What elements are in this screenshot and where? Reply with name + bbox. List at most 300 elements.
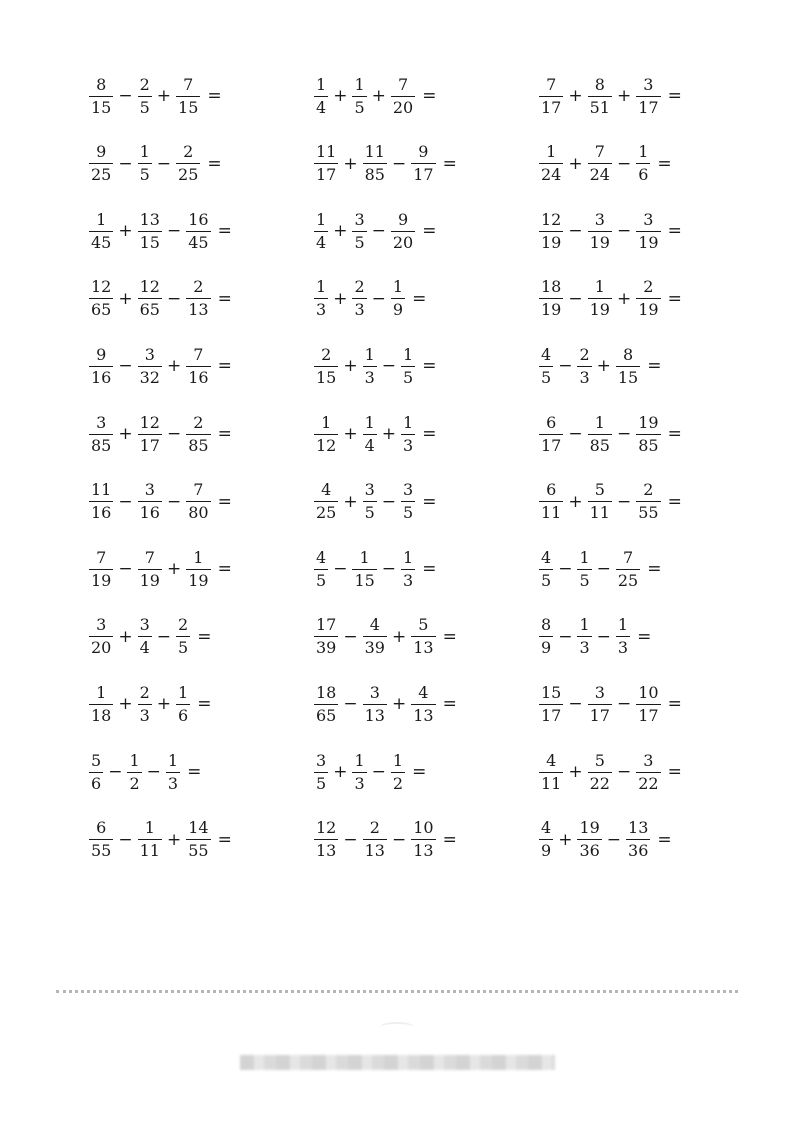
fraction-problem xyxy=(88,140,222,188)
denominator: 16 xyxy=(91,503,112,523)
operator: − xyxy=(146,762,161,782)
operator: + xyxy=(343,356,358,377)
fraction xyxy=(88,682,114,725)
equals-sign: = xyxy=(667,762,682,782)
numerator: 3 xyxy=(369,682,380,702)
operator: + xyxy=(118,694,133,715)
numerator: 2 xyxy=(579,344,590,364)
numerator: 3 xyxy=(354,209,365,229)
numerator: 2 xyxy=(321,344,332,364)
numerator: 1 xyxy=(546,142,557,162)
operator: − xyxy=(616,694,632,715)
fraction xyxy=(88,279,114,318)
denominator: 13 xyxy=(316,841,337,861)
fraction xyxy=(137,74,153,117)
operator: − xyxy=(596,559,611,580)
fraction xyxy=(576,547,592,590)
denominator: 9 xyxy=(392,300,404,320)
fraction xyxy=(400,482,416,521)
fraction-problem xyxy=(538,410,682,458)
numerator: 15 xyxy=(541,682,562,702)
numerator: 1 xyxy=(354,74,365,94)
denominator: 11 xyxy=(541,773,562,793)
numerator: 7 xyxy=(546,74,557,94)
denominator: 19 xyxy=(188,570,209,590)
numerator: 9 xyxy=(418,142,429,162)
fraction xyxy=(185,547,211,590)
fraction xyxy=(587,144,613,183)
fraction-problem xyxy=(538,342,661,390)
denominator: 19 xyxy=(139,570,160,590)
operator: + xyxy=(616,86,632,106)
denominator: 3 xyxy=(617,638,629,658)
operator: − xyxy=(343,694,358,715)
operator: + xyxy=(371,86,386,106)
equals-sign: = xyxy=(217,424,232,444)
fraction xyxy=(351,74,367,117)
numerator: 9 xyxy=(397,209,409,229)
equals-sign: = xyxy=(217,356,232,377)
numerator: 1 xyxy=(579,615,590,635)
fraction xyxy=(538,682,564,725)
denominator: 36 xyxy=(628,841,649,861)
fraction xyxy=(576,344,592,387)
numerator: 4 xyxy=(541,818,552,838)
fraction-problem xyxy=(88,342,232,390)
denominator: 3 xyxy=(316,300,327,320)
fraction xyxy=(88,820,114,859)
fraction-problem xyxy=(313,478,436,526)
operator: − xyxy=(371,762,386,782)
denominator: 2 xyxy=(392,773,404,793)
denominator: 13 xyxy=(364,705,385,725)
numerator: 8 xyxy=(96,74,107,94)
denominator: 65 xyxy=(91,300,112,320)
fraction xyxy=(635,279,661,318)
fraction xyxy=(88,547,114,590)
denominator: 5 xyxy=(403,367,414,387)
denominator: 19 xyxy=(589,232,610,252)
denominator: 9 xyxy=(541,638,552,658)
equals-sign: = xyxy=(667,221,682,242)
numerator: 4 xyxy=(541,547,552,567)
operator: − xyxy=(118,559,133,580)
denominator: 6 xyxy=(638,165,649,185)
operator: − xyxy=(616,491,632,512)
operator: − xyxy=(108,762,123,782)
fraction-problem xyxy=(538,816,672,864)
denominator: 36 xyxy=(579,841,600,861)
fraction xyxy=(587,482,613,521)
numerator: 12 xyxy=(139,412,160,432)
operator: − xyxy=(118,356,133,377)
fraction xyxy=(587,74,613,117)
fraction-problem xyxy=(313,140,457,188)
operator: + xyxy=(166,829,182,850)
numerator: 1 xyxy=(193,547,204,567)
operator: + xyxy=(166,559,182,580)
fraction-problem xyxy=(313,342,436,390)
equals-sign: = xyxy=(217,288,232,309)
operator: − xyxy=(343,829,358,850)
denominator: 65 xyxy=(139,300,160,320)
operator: + xyxy=(343,491,358,512)
operator: − xyxy=(391,153,407,174)
fraction xyxy=(88,144,114,183)
numerator: 3 xyxy=(144,480,155,500)
operator: + xyxy=(558,829,573,850)
operator: + xyxy=(381,424,397,444)
operator: + xyxy=(616,288,632,309)
fraction-problem xyxy=(313,680,457,728)
numerator: 9 xyxy=(96,142,107,162)
fraction xyxy=(538,74,564,117)
fraction xyxy=(137,144,153,183)
denominator: 17 xyxy=(139,435,160,455)
denominator: 9 xyxy=(541,841,552,861)
fraction xyxy=(362,344,378,387)
operator: − xyxy=(118,829,133,850)
operator: − xyxy=(156,626,172,647)
fraction-problem xyxy=(88,613,211,661)
fraction xyxy=(137,279,163,318)
denominator: 85 xyxy=(188,435,209,455)
fraction-problem xyxy=(88,545,232,593)
numerator: 9 xyxy=(96,344,107,364)
numerator: 1 xyxy=(316,74,327,94)
denominator: 39 xyxy=(316,638,337,658)
operator: − xyxy=(568,221,583,242)
equals-sign: = xyxy=(657,153,672,174)
denominator: 5 xyxy=(316,570,327,590)
denominator: 45 xyxy=(188,232,209,252)
fraction xyxy=(587,682,613,725)
denominator: 24 xyxy=(589,165,610,185)
denominator: 3 xyxy=(579,638,590,658)
numerator: 1 xyxy=(144,818,155,838)
denominator: 20 xyxy=(392,97,414,117)
operator: − xyxy=(558,356,573,377)
denominator: 17 xyxy=(589,705,610,725)
fraction xyxy=(351,279,367,318)
denominator: 17 xyxy=(541,435,562,455)
denominator: 2 xyxy=(129,773,140,793)
fraction xyxy=(313,820,339,859)
fraction xyxy=(88,750,104,793)
numerator: 14 xyxy=(188,818,209,838)
equals-sign: = xyxy=(667,86,682,106)
fraction-problem xyxy=(313,207,436,255)
numerator: 5 xyxy=(91,750,102,770)
operator: + xyxy=(568,491,583,512)
operator: − xyxy=(166,424,182,444)
operator: − xyxy=(381,559,397,580)
numerator: 7 xyxy=(193,480,204,500)
fraction-problem xyxy=(538,545,661,593)
operator: − xyxy=(391,829,407,850)
fraction xyxy=(362,482,378,521)
operator: + xyxy=(391,694,407,715)
operator: + xyxy=(343,153,358,174)
fraction xyxy=(88,412,114,455)
numerator: 12 xyxy=(541,209,562,229)
numerator: 10 xyxy=(413,818,434,838)
fraction xyxy=(538,547,554,590)
denominator: 11 xyxy=(589,503,610,523)
fraction xyxy=(390,750,406,793)
fraction xyxy=(635,74,661,117)
numerator: 1 xyxy=(594,277,605,297)
equals-sign: = xyxy=(667,491,682,512)
numerator: 3 xyxy=(96,412,107,432)
denominator: 6 xyxy=(178,705,189,725)
denominator: 80 xyxy=(188,503,209,523)
equals-sign: = xyxy=(197,694,212,715)
fraction xyxy=(576,820,602,859)
numerator: 19 xyxy=(579,818,600,838)
fraction xyxy=(88,209,114,252)
numerator: 1 xyxy=(321,412,332,432)
numerator: 19 xyxy=(638,412,659,432)
denominator: 17 xyxy=(638,97,659,117)
denominator: 3 xyxy=(139,705,150,725)
fraction xyxy=(175,617,191,656)
numerator: 7 xyxy=(96,547,107,567)
denominator: 5 xyxy=(139,165,150,185)
denominator: 15 xyxy=(139,232,160,252)
fraction xyxy=(362,144,388,183)
fraction xyxy=(400,344,416,387)
fraction xyxy=(635,682,661,725)
denominator: 15 xyxy=(354,570,375,590)
fraction xyxy=(576,617,592,656)
fraction xyxy=(538,820,554,859)
operator: + xyxy=(118,221,133,242)
fraction-problem xyxy=(88,816,232,864)
equals-sign: = xyxy=(422,356,437,377)
fraction xyxy=(351,750,367,793)
denominator: 18 xyxy=(91,705,112,725)
fraction xyxy=(313,344,339,387)
operator: + xyxy=(118,424,133,444)
numerator: 2 xyxy=(193,412,204,432)
fraction-problem xyxy=(313,545,436,593)
fraction-problem xyxy=(313,275,426,323)
numerator: 6 xyxy=(546,412,557,432)
numerator: 3 xyxy=(139,615,150,635)
numerator: 13 xyxy=(628,818,649,838)
denominator: 15 xyxy=(178,97,199,117)
fraction xyxy=(313,209,329,252)
fraction-problem xyxy=(538,748,682,796)
numerator: 3 xyxy=(643,750,654,770)
fraction xyxy=(587,750,613,793)
denominator: 55 xyxy=(91,841,112,861)
fraction xyxy=(587,279,613,318)
operator: − xyxy=(371,288,386,309)
operator: − xyxy=(568,288,583,309)
denominator: 6 xyxy=(91,773,102,793)
numerator: 5 xyxy=(418,615,429,635)
fraction xyxy=(615,617,631,656)
denominator: 85 xyxy=(589,435,610,455)
denominator: 5 xyxy=(178,638,189,658)
operator: + xyxy=(343,424,358,444)
fraction-problem xyxy=(538,72,682,120)
fraction-problem xyxy=(88,410,232,458)
numerator: 11 xyxy=(364,142,385,162)
fraction xyxy=(185,820,211,859)
numerator: 18 xyxy=(541,277,562,297)
fraction xyxy=(313,144,339,183)
equals-sign: = xyxy=(412,288,427,309)
numerator: 5 xyxy=(594,480,605,500)
denominator: 51 xyxy=(589,97,610,117)
equals-sign: = xyxy=(422,221,437,242)
numerator: 13 xyxy=(139,209,160,229)
operator: − xyxy=(558,559,573,580)
denominator: 55 xyxy=(188,841,209,861)
fraction-problem xyxy=(538,680,682,728)
numerator: 1 xyxy=(167,750,179,770)
fraction-problem xyxy=(538,207,682,255)
numerator: 4 xyxy=(541,344,552,364)
numerator: 11 xyxy=(316,142,337,162)
numerator: 4 xyxy=(316,547,327,567)
equals-sign: = xyxy=(667,694,682,715)
fraction xyxy=(615,344,641,387)
numerator: 3 xyxy=(643,74,654,94)
operator: − xyxy=(118,86,133,106)
denominator: 65 xyxy=(316,705,337,725)
fraction xyxy=(400,547,416,590)
numerator: 7 xyxy=(144,547,155,567)
denominator: 17 xyxy=(316,165,337,185)
numerator: 12 xyxy=(139,277,160,297)
numerator: 1 xyxy=(594,412,605,432)
numerator: 3 xyxy=(96,615,107,635)
operator: + xyxy=(333,288,348,309)
equals-sign: = xyxy=(217,829,232,850)
operator: − xyxy=(343,626,358,647)
denominator: 3 xyxy=(579,367,590,387)
numerator: 2 xyxy=(193,277,204,297)
fraction xyxy=(185,209,211,252)
operator: − xyxy=(381,356,397,377)
fraction xyxy=(635,750,661,793)
denominator: 13 xyxy=(413,705,434,725)
fraction-problem xyxy=(538,613,651,661)
denominator: 19 xyxy=(638,300,659,320)
numerator: 8 xyxy=(594,74,605,94)
denominator: 19 xyxy=(541,300,562,320)
numerator: 16 xyxy=(188,209,209,229)
operator: − xyxy=(333,559,348,580)
equals-sign: = xyxy=(442,694,457,715)
fraction xyxy=(635,209,661,252)
denominator: 5 xyxy=(354,232,365,252)
fraction-problem xyxy=(538,478,682,526)
fraction xyxy=(137,482,163,521)
fraction xyxy=(175,682,191,725)
fraction-problem xyxy=(313,816,457,864)
numerator: 2 xyxy=(369,818,380,838)
denominator: 4 xyxy=(364,435,375,455)
denominator: 15 xyxy=(617,367,639,387)
numerator: 1 xyxy=(316,277,327,297)
equals-sign: = xyxy=(422,86,437,106)
fraction-problem xyxy=(88,207,232,255)
equals-sign: = xyxy=(187,762,202,782)
numerator: 1 xyxy=(638,142,649,162)
denominator: 85 xyxy=(638,435,659,455)
denominator: 13 xyxy=(413,638,434,658)
numerator: 2 xyxy=(183,142,194,162)
numerator: 18 xyxy=(316,682,337,702)
fraction xyxy=(635,482,661,521)
denominator: 3 xyxy=(354,773,365,793)
operator: − xyxy=(616,221,632,242)
fraction xyxy=(137,547,163,590)
numerator: 6 xyxy=(96,818,107,838)
operator: − xyxy=(606,829,622,850)
denominator: 17 xyxy=(541,705,562,725)
fraction xyxy=(175,74,201,117)
numerator: 2 xyxy=(178,615,189,635)
fraction xyxy=(410,820,436,859)
fraction xyxy=(362,412,378,455)
numerator: 1 xyxy=(392,750,404,770)
equals-sign: = xyxy=(657,829,672,850)
fraction-problem xyxy=(538,275,682,323)
denominator: 25 xyxy=(91,165,112,185)
numerator: 8 xyxy=(622,344,634,364)
fraction xyxy=(538,144,564,183)
operator: + xyxy=(568,86,583,106)
numerator: 7 xyxy=(193,344,204,364)
denominator: 22 xyxy=(638,773,659,793)
denominator: 25 xyxy=(617,570,639,590)
numerator: 1 xyxy=(354,750,365,770)
numerator: 1 xyxy=(359,547,370,567)
operator: − xyxy=(568,424,583,444)
fraction xyxy=(400,412,416,455)
fraction-problem xyxy=(88,72,222,120)
fraction xyxy=(410,617,436,656)
numerator: 3 xyxy=(364,480,375,500)
operator: + xyxy=(166,356,182,377)
denominator: 16 xyxy=(91,367,112,387)
numerator: 6 xyxy=(546,480,557,500)
denominator: 24 xyxy=(541,165,562,185)
numerator: 2 xyxy=(139,74,150,94)
denominator: 55 xyxy=(638,503,659,523)
denominator: 45 xyxy=(91,232,112,252)
numerator: 7 xyxy=(594,142,605,162)
numerator: 1 xyxy=(96,209,107,229)
denominator: 5 xyxy=(364,503,375,523)
equals-sign: = xyxy=(442,829,457,850)
denominator: 3 xyxy=(354,300,365,320)
fraction xyxy=(137,344,163,387)
numerator: 12 xyxy=(316,818,337,838)
numerator: 3 xyxy=(643,209,654,229)
fraction xyxy=(351,209,367,252)
fraction xyxy=(88,344,114,387)
denominator: 16 xyxy=(139,503,160,523)
fraction xyxy=(137,820,163,859)
operator: − xyxy=(156,153,172,174)
